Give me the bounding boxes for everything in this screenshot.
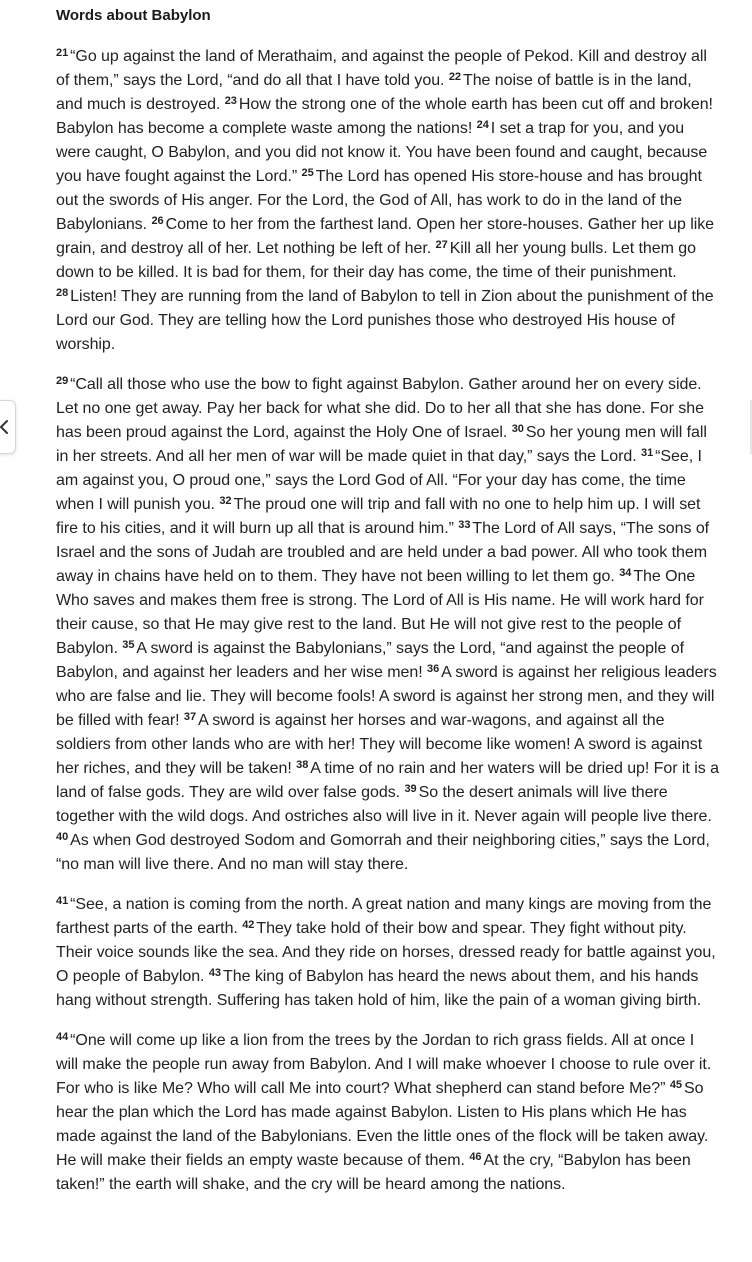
verse-text: I set a trap for you, and you were caught, O Babylon, and you did not know it. You have been found and caught, because you have fought against the Lord.” — [56, 120, 708, 185]
verse-text: A sword is against her horses and war-wagons, and against all the soldiers from other lands who are with her! They will become like women! A sword is against her riches, and they will be taken! — [56, 712, 703, 777]
verse-number: 34 — [619, 567, 632, 579]
verse-text: At the cry, “Babylon has been taken!” the earth will shake, and the cry will be heard among the nations. — [56, 1152, 691, 1193]
verse-text: The king of Babylon has heard the news about them, and his hands hang without strength. Suffering has taken hold of him, like the pain of a woman giving birth. — [56, 968, 702, 1009]
verse-text: The One Who saves and makes them free is strong. The Lord of All is His name. He will work hard for their cause, so that He may give rest to the land. But He will not give rest to the people of Babylon. — [56, 568, 704, 657]
paragraph — [56, 893, 720, 1013]
verse-number: 45 — [669, 1079, 682, 1091]
verse-text: The Lord has opened His store-house and has brought out the swords of His anger. For the Lord, the God of All, has work to do in the land of the Babylonians. — [56, 168, 702, 233]
verse-text: “See, a nation is coming from the north. A great nation and many kings are moving from the farthest parts of the earth. — [56, 896, 712, 937]
verse-text: They take hold of their bow and spear. They fight without pity. Their voice sounds like the sea. And they ride on horses, dressed ready for battle against you, O people of Babylon. — [56, 920, 716, 985]
verse-number: 33 — [458, 519, 471, 531]
verse-number: 39 — [404, 783, 417, 795]
verse-text: “Go up against the land of Merathaim, and against the people of Pekod. Kill and destroy all of them,” says the Lord, “and do all that I have told you. — [56, 48, 707, 89]
verse-text: As when God destroyed Sodom and Gomorrah and their neighboring cities,” says the Lord, “no man will live there. And no man will stay there. — [56, 832, 710, 873]
verse-number: 42 — [242, 919, 255, 931]
verse-text: A sword is against her religious leaders who are false and lie. They will become fools! A sword is against her strong men, and they will be filled with fear! — [56, 664, 717, 729]
verse-number: 35 — [122, 639, 135, 651]
verse-number: 30 — [511, 423, 524, 435]
verse-number: 31 — [641, 447, 654, 459]
verse-text: The Lord of All says, “The sons of Israel and the sons of Judah are troubled and are held under a bad power. All who took them away in chains have held on to them. They have not been willing to let them go. — [56, 520, 710, 585]
verse-number: 24 — [476, 119, 489, 131]
verse-number: 27 — [435, 239, 448, 251]
verse-text: Listen! They are running from the land of Babylon to tell in Zion about the punishment of the Lord our God. They are telling how the Lord punishes those who destroyed His house of worship. — [56, 288, 714, 353]
verse-number: 26 — [151, 215, 164, 227]
chapter-content — [56, 4, 720, 1213]
paragraph-list — [56, 45, 720, 1197]
verse-number: 41 — [56, 895, 69, 907]
verse-number: 38 — [296, 759, 309, 771]
verse-text: So the desert animals will live there together with the wild dogs. And ostriches also will live in it. Never again will people live there. — [56, 784, 712, 825]
verse-text: The proud one will trip and fall with no one to help him up. I will set fire to his cities, and it will burn up all that is around him.” — [56, 496, 701, 537]
paragraph — [56, 1029, 720, 1197]
verse-number: 37 — [183, 711, 197, 723]
verse-text: Kill all her young bulls. Let them go down to be killed. It is bad for them, for their day has come, the time of their punishment. — [56, 240, 696, 281]
verse-text: A time of no rain and her waters will be dried up! For it is a land of false gods. They are wild over false gods. — [56, 760, 719, 801]
verse-number: 23 — [224, 95, 237, 107]
verse-number: 40 — [56, 831, 69, 843]
verse-text: “See, I am against you, O proud one,” says the Lord God of All. “For your day has come, the time when I will punish you. — [56, 448, 702, 513]
verse-text: Come to her from the farthest land. Open her store-houses. Gather her up like grain, and destroy all of her. Let nothing be left of her. — [56, 216, 715, 257]
verse-text: So her young men will fall in her streets. And all her men of war will be made quiet in that day,” says the Lord. — [56, 424, 707, 465]
verse-text: The noise of battle is in the land, and much is destroyed. — [56, 72, 692, 113]
verse-number: 32 — [219, 495, 232, 507]
paragraph — [56, 45, 720, 357]
verse-number: 44 — [56, 1031, 69, 1043]
verse-number: 25 — [301, 167, 314, 179]
verse-number: 21 — [56, 47, 69, 59]
verse-text: “One will come up like a lion from the trees by the Jordan to rich grass fields. All at once I will make the people run away from Babylon. And I will make whoever I choose to rule over it. For who is like Me? Who will call Me into court? What shepherd can stand before Me?” — [56, 1032, 712, 1097]
section-heading: Words about Babylon — [56, 7, 211, 24]
chevron-left-icon — [0, 419, 9, 435]
verse-text: So hear the plan which the Lord has made against Babylon. Listen to His plans which He has made against the land of the Babylonians. Even the little ones of the flock will be taken away. He will make their fields an empty waste because of them. — [56, 1080, 709, 1169]
verse-number: 43 — [208, 967, 221, 979]
verse-number: 36 — [427, 663, 440, 675]
verse-text: A sword is against the Babylonians,” says the Lord, “and against the people of Babylon, and against her leaders and her wise men! — [56, 640, 684, 681]
verse-number: 46 — [469, 1151, 482, 1163]
verse-number: 22 — [448, 71, 461, 83]
paragraph — [56, 373, 720, 877]
verse-text: “Call all those who use the bow to fight against Babylon. Gather around her on every side. Let no one get away. Pay her back for what she did. Do to her all that she has done. For she has been proud against the Lord, against the Holy One of Israel. — [56, 376, 704, 441]
verse-number: 28 — [56, 287, 69, 299]
verse-text: How the strong one of the whole earth has been cut off and broken! Babylon has become a complete waste among the nations! — [56, 96, 713, 137]
previous-chapter-button[interactable] — [0, 400, 16, 454]
verse-number: 29 — [56, 375, 69, 387]
